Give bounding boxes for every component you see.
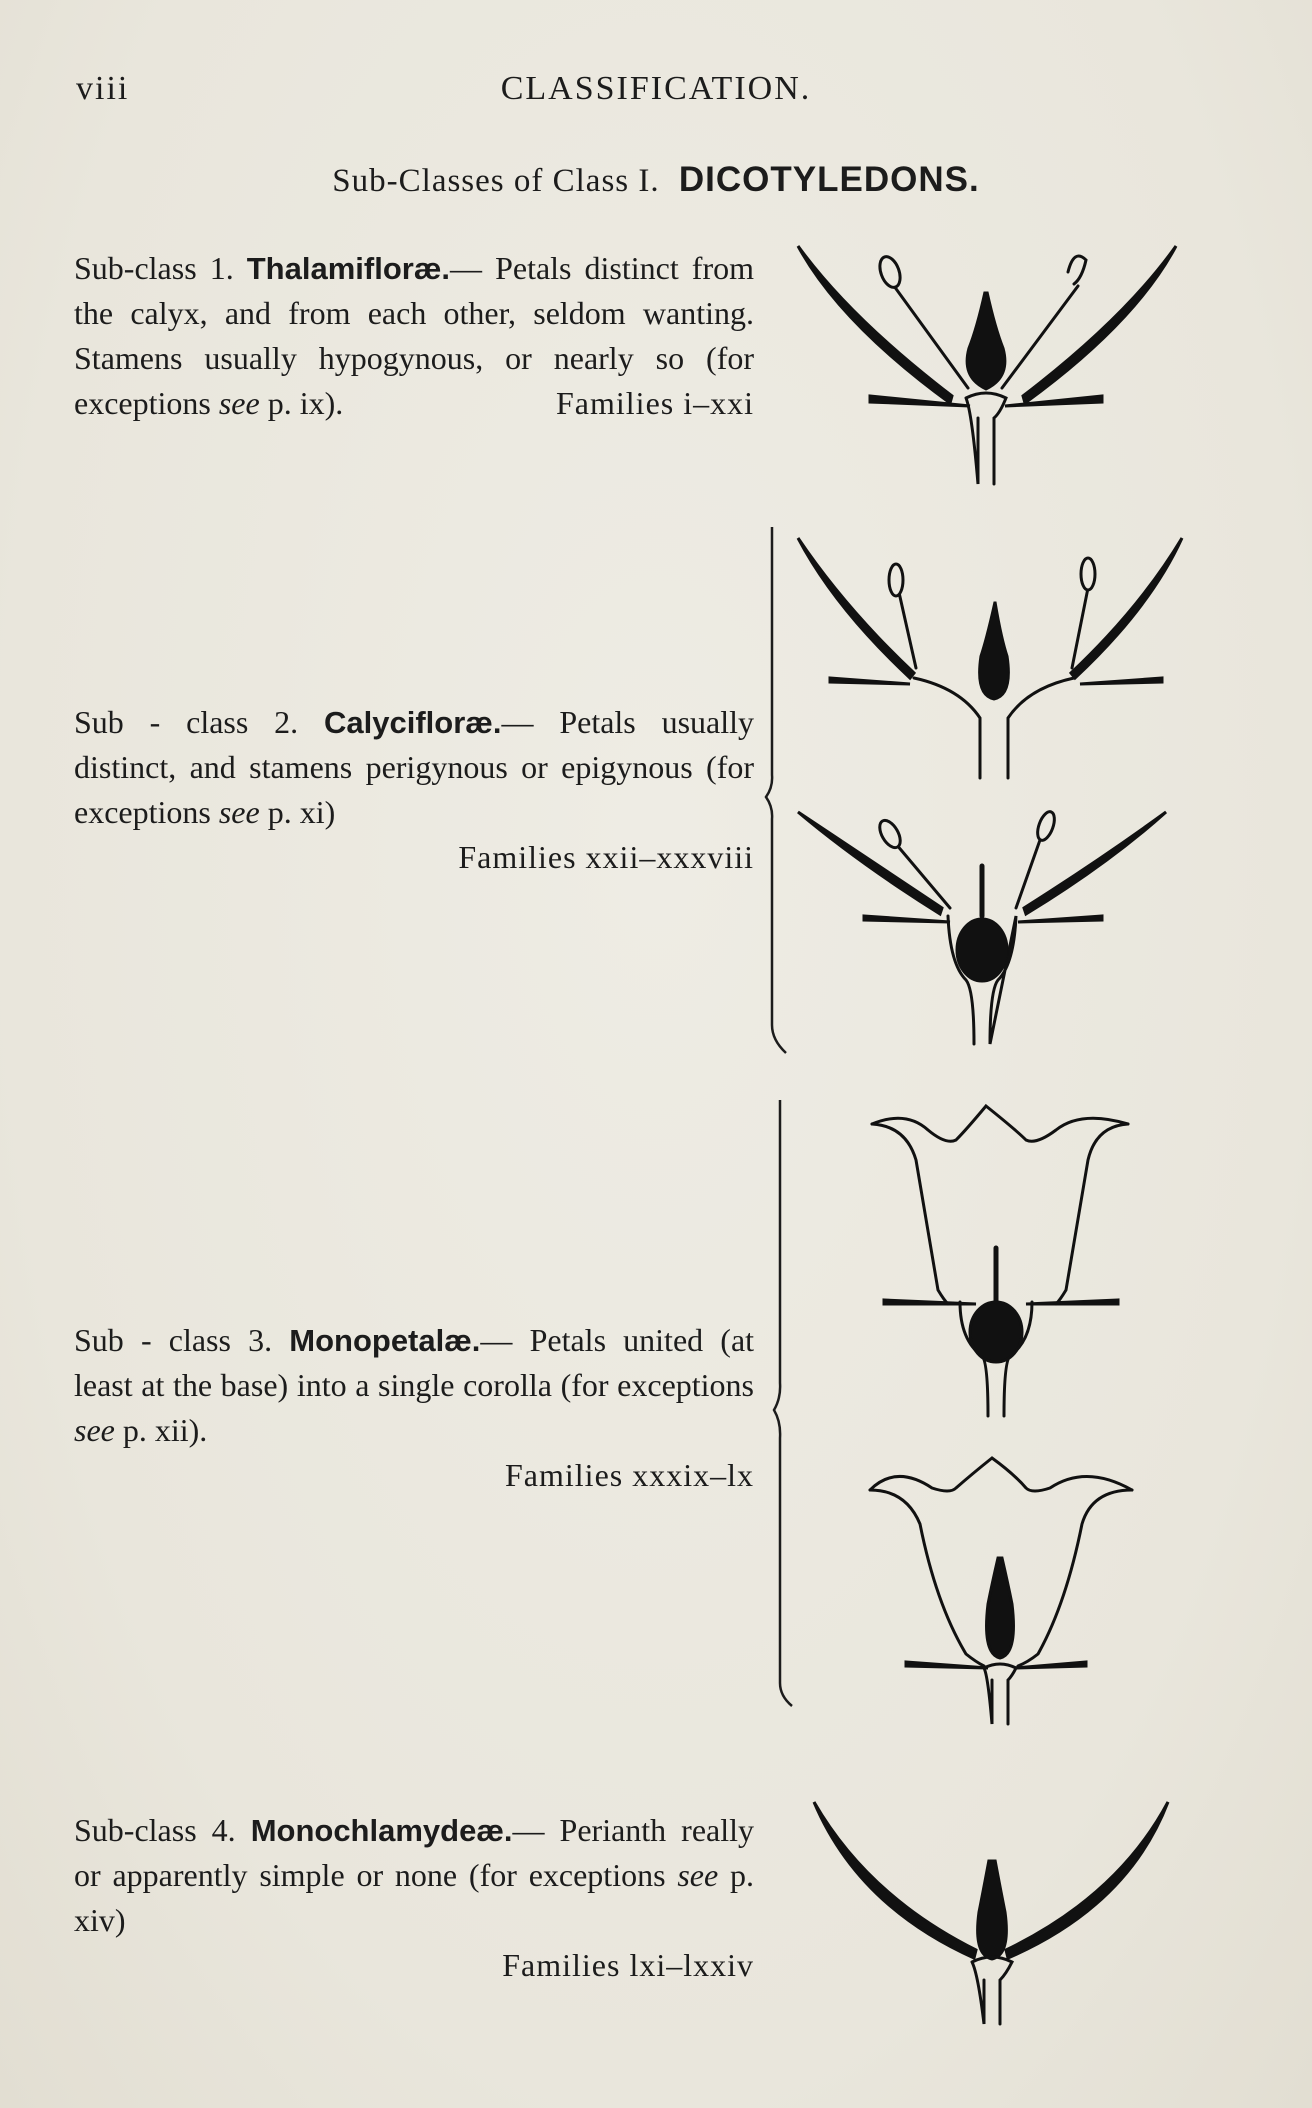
section-heading [0,160,1312,200]
families-range: Families lxi–lxxiv [502,1947,754,1983]
families-range: Families xxii–xxxviii [458,839,754,875]
subclass-3-description [74,1318,754,1498]
page-reference: p. ix). [267,385,344,421]
monopetalous-epigynous-flower-diagram-icon [866,1100,1136,1426]
running-head [0,70,1312,114]
perigynous-flower-diagram-icon [790,528,1190,784]
hypogynous-flower-diagram-icon [790,238,1190,494]
see-reference: see [218,794,260,830]
dash: — [480,1322,513,1358]
subclass-label: Sub - class 3. [74,1322,273,1358]
page-reference: p. xi) [267,794,336,830]
monopetalous-hypogynous-flower-diagram-icon [866,1454,1136,1730]
subclass-name: Calycifloræ. [324,705,502,740]
see-reference: see [74,1412,115,1448]
families-range: Families xxxix–lx [505,1457,754,1493]
see-reference: see [218,385,260,421]
subclass-text: Petals distinct from the calyx, and from each other, seldom wanting. Stamens usually hypogynous, or nearly so (for exceptions [74,250,755,421]
subclass-name: Monopetalæ. [289,1323,481,1358]
subclass-name: Monochlamydeæ. [250,1813,513,1848]
class-name: DICOTYLEDONS. [678,160,980,199]
dash: — [512,1812,545,1848]
subclass-1-description [74,246,754,426]
subclass-2-bracket [760,525,790,1055]
subclass-text: Petals united (at least at the base) into a single corolla (for exceptions [74,1322,755,1403]
dash: — [450,250,483,286]
see-reference: see [677,1857,719,1893]
running-title: CLASSIFICATION. [500,70,812,107]
subclass-text: Petals usually distinct, and stamens perigynous or epigynous (for exceptions [74,704,755,830]
page-reference: p. xiv) [74,1857,755,1938]
subclass-text: Perianth really or apparently simple or none (for exceptions [74,1812,755,1893]
epigynous-flower-diagram-icon [790,804,1190,1054]
heading-prefix: Sub-Classes of Class I. [332,163,660,199]
page-reference: p. xii). [122,1412,208,1448]
subclass-name: Thalamifloræ. [246,251,451,286]
families-range: Families i–xxi [556,385,754,421]
subclass-3-bracket [768,1098,798,1708]
subclass-2-description [74,700,754,880]
subclass-label: Sub-class 1. [74,250,234,286]
page-number: viii [76,70,130,107]
subclass-4-description [74,1808,754,1988]
subclass-label: Sub - class 2. [74,704,299,740]
dash: — [501,704,534,740]
subclass-label: Sub-class 4. [74,1812,236,1848]
monochlamydeous-flower-diagram-icon [808,1796,1174,2030]
